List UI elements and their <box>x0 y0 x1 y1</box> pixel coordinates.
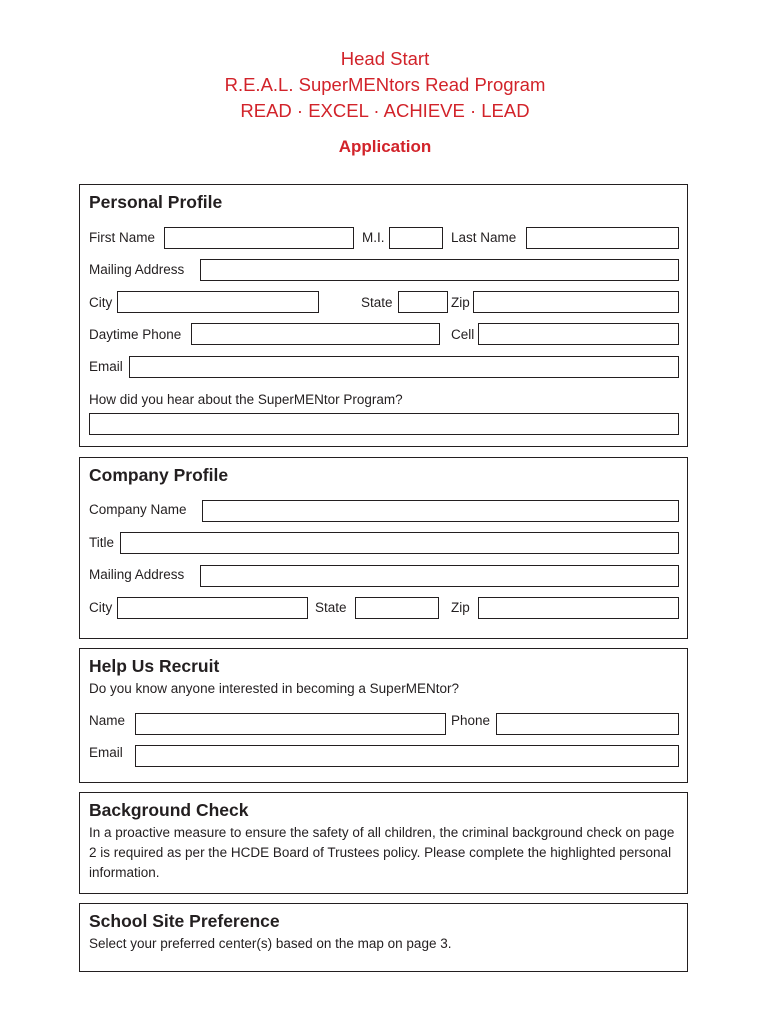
background-check-heading: Background Check <box>89 800 249 820</box>
school-site-preference-text: Select your preferred center(s) based on the map on page 3. <box>89 936 452 951</box>
school-site-preference-heading: School Site Preference <box>89 911 280 931</box>
recruit-email-label: Email <box>89 745 123 760</box>
first-name-input[interactable] <box>164 227 354 249</box>
cell-input[interactable] <box>478 323 679 345</box>
hear-about-input[interactable] <box>89 413 679 435</box>
zip-label: Zip <box>451 295 470 310</box>
email-input[interactable] <box>129 356 679 378</box>
personal-profile-section <box>79 184 688 447</box>
last-name-input[interactable] <box>526 227 679 249</box>
company-state-label: State <box>315 600 347 615</box>
company-zip-label: Zip <box>451 600 470 615</box>
hear-about-label: How did you hear about the SuperMENtor Program? <box>89 392 403 407</box>
daytime-phone-label: Daytime Phone <box>89 327 182 342</box>
company-profile-section <box>79 457 688 639</box>
form-title: Application <box>338 137 432 156</box>
personal-profile-heading: Personal Profile <box>89 192 223 212</box>
email-label: Email <box>89 359 123 374</box>
recruit-phone-label: Phone <box>451 713 491 728</box>
mi-input[interactable] <box>389 227 443 249</box>
help-us-recruit-section <box>79 648 688 783</box>
recruit-question: Do you know anyone interested in becoming a SuperMENtor? <box>89 681 459 696</box>
program-motto: READ · EXCEL · ACHIEVE · LEAD <box>240 100 530 121</box>
program-name: R.E.A.L. SuperMENtors Read Program <box>224 74 546 95</box>
job-title-input[interactable] <box>120 532 679 554</box>
recruit-phone-input[interactable] <box>496 713 679 735</box>
first-name-label: First Name <box>89 230 156 245</box>
company-city-input[interactable] <box>117 597 308 619</box>
state-label: State <box>361 295 393 310</box>
state-input[interactable] <box>398 291 448 313</box>
mailing-address-input[interactable] <box>200 259 679 281</box>
company-zip-input[interactable] <box>478 597 679 619</box>
company-name-label: Company Name <box>89 502 187 517</box>
company-state-input[interactable] <box>355 597 439 619</box>
company-mailing-address-input[interactable] <box>200 565 679 587</box>
help-us-recruit-heading: Help Us Recruit <box>89 656 220 676</box>
mi-label: M.I. <box>362 230 385 245</box>
company-name-input[interactable] <box>202 500 679 522</box>
zip-input[interactable] <box>473 291 679 313</box>
company-city-label: City <box>89 600 113 615</box>
school-site-preference-section <box>79 903 688 972</box>
background-check-text: In a proactive measure to ensure the safety of all children, the criminal background check on page 2 is required as per the HCDE Board of Trustees policy. Please complete the highlighted personal information. <box>89 825 675 880</box>
mailing-address-label: Mailing Address <box>89 262 185 277</box>
recruit-name-label: Name <box>89 713 126 728</box>
recruit-name-input[interactable] <box>135 713 446 735</box>
company-mailing-address-label: Mailing Address <box>89 567 185 582</box>
company-profile-heading: Company Profile <box>89 465 229 485</box>
city-input[interactable] <box>117 291 319 313</box>
last-name-label: Last Name <box>451 230 517 245</box>
city-label: City <box>89 295 113 310</box>
job-title-label: Title <box>89 535 115 550</box>
background-check-section <box>79 792 688 894</box>
cell-label: Cell <box>451 327 475 342</box>
program-org-title: Head Start <box>340 48 430 69</box>
daytime-phone-input[interactable] <box>191 323 440 345</box>
recruit-email-input[interactable] <box>135 745 679 767</box>
